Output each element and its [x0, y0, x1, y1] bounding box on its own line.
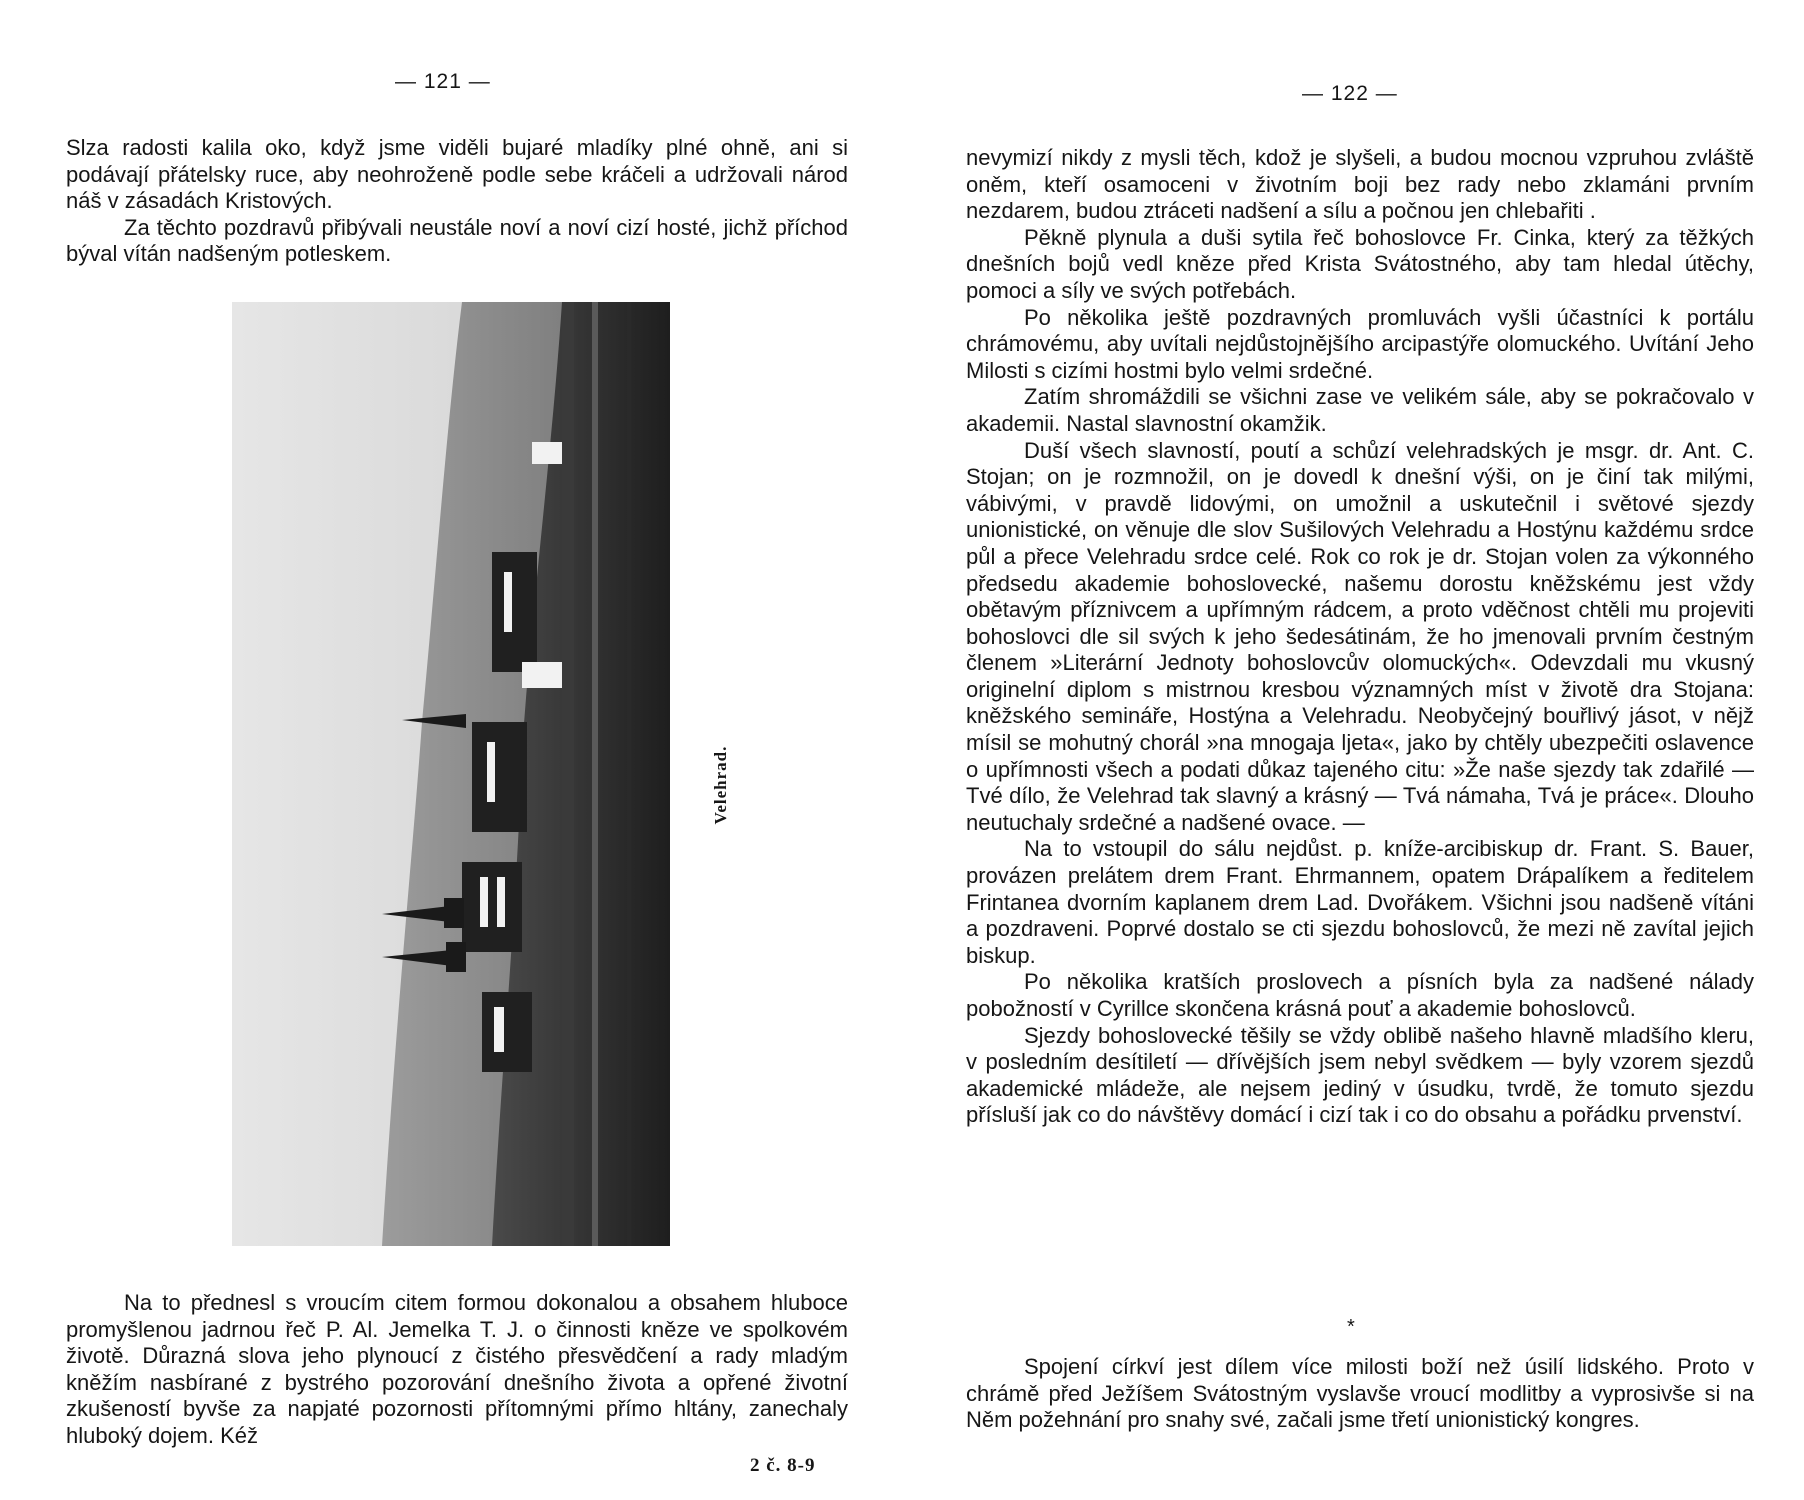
section-separator: * [1347, 1316, 1355, 1338]
paragraph: Pěkně plynula a duši sytila řeč bohoslovce Fr. Cinka, který za těžkých dnešních bojů vedl kněze před Krista Svátostného, aby tam hledal útěchy, pomoci a síly ve svých potřebách. [966, 224, 1754, 303]
paragraph: Sjezdy bohoslovecké těšily se vždy oblibě našeho hlavně mladšího kleru, v posledním desítiletí — dřívějších jsem nebyl svědkem — byly vzorem sjezdů akademické mládeže, ale nejsem jediný v úsudku, tvrdě, že tomuto sjezdu přísluší jak co do návštěvy domácí i cizí tak i co do obsahu a pořádku prvenství. [966, 1022, 1754, 1128]
paragraph: Na to vstoupil do sálu nejdůst. p. kníže-arcibiskup dr. Frant. S. Bauer, provázen prelátem drem Frant. Ehrmannem, opatem Drápalíkem a ředitelem Frintanea dvorním kaplanem drem Lad. Dvořákem. Všichni jsou nadšeně vítáni a pozdraveni. Poprvé dostalo se cti sjezdu bohoslovců, že mezi ně zavítal jejich biskup. [966, 836, 1754, 968]
paragraph: Po několika ještě pozdravných promluvách vyšli účastníci k portálu chrámovému, aby uvítali nejdůstojnějšího arcipastýře olomuckého. Uvítání Jeho Milosti s cizími hostmi bylo velmi srdečné. [966, 304, 1754, 383]
right-main-text [966, 145, 1754, 1129]
paragraph: Slza radosti kalila oko, když jsme viděli bujaré mladíky plné ohně, ani si podávají přátelsky ruce, aby neohroženě podle sebe kráčeli a udržovali národ náš v zásadách Kristových. [66, 135, 848, 214]
paragraph: Zatím shromáždili se všichni zase ve velikém sále, aby se pokračovalo v akademii. Nastal slavnostní okamžik. [966, 384, 1754, 436]
left-top-text [66, 135, 848, 268]
paragraph: Na to přednesl s vroucím citem formou dokonalou a obsahem hluboce promyšlenou jadrnou řeč P. Al. Jemelka T. J. o činnosti kněze ve spolkovém životě. Důrazná slova jeho plynoucí z čistého přesvědčení a rady mladým kněžím nasbírané z bystrého pozorování dnešního života a opřené životní zkušeností byvše za napjaté pozornosti přítomnými přímo hltány, zanechaly hluboký dojem. Kéž [66, 1290, 848, 1448]
printer-signature-mark: 2 č. 8-9 [750, 1455, 816, 1476]
paragraph: nevymizí nikdy z mysli těch, kdož je slyšeli, a budou mocnou vzpruhou zvláště oněm, kteří osamoceni v životním boji bez rady nebo zklamáni prvním nezdarem, budou ztráceti nadšení a sílu a počnou jen chlebařiti . [966, 145, 1754, 224]
paragraph: Spojení církví jest dílem více milosti boží než úsilí lidského. Proto v chrámě před Ježíšem Svátostným vyslavše vroucí modlitby a vyprosivše si na Něm požehnání pro snahy své, začali jsme třetí unionistický kongres. [966, 1354, 1754, 1433]
paragraph: Duší všech slavností, poutí a schůzí velehradských je msgr. dr. Ant. C. Stojan; on je rozmnožil, on je dovedl k dnešní výši, on je činí tak milými, vábivými, v pravdě lidovými, on umožnil a uskutečnil i světové sjezdy unionistické, on věnuje dle slov Sušilových Velehradu a Hostýnu každému srdce půl a přece Velehradu srdce celé. Rok co rok je dr. Stojan volen za výkonného předsedu akademie bohoslovecké, našemu dorostu kněžskému jest vždy obětavým příznivcem a upřímným rádcem, a proto vděčnost chtěli mu projeviti bohoslovci dle sil svých k jeho šedesátinám, že ho jmenovali prvním čestným členem »Literární Jednoty bohoslovcův olomuckých«. Odevzdali mu vkusný originelní diplom s mistrnou kresbou významných míst v životě dra Stojana: kněžského semináře, Hostýna a Velehradu. Neobyčejný bouřlivý jásot, v nějž mísil se mohutný chorál »na mnogaja ljeta«, jako by chtěly ubezpečiti oslavence o upřímnosti všech a podati důkaz tajeného citu: »Že naše sjezdy tak zdařilé — Tvé dílo, že Velehrad tak slavný a krásný — Tvá námaha, Tvá je práce«. Dlouho neutuchaly srdečné a nadšené ovace. — [966, 437, 1754, 835]
paragraph: Po několika kratších proslovech a písních byla za nadšené nálady pobožností v Cyrillce skončena krásná pouť a akademie bohoslovců. [966, 969, 1754, 1021]
paragraph: Za těchto pozdravů přibývali neustále noví a noví cizí hosté, jichž příchod býval vítán nadšeným potleskem. [66, 214, 848, 267]
right-page [900, 0, 1804, 1500]
velehrad-photo [232, 302, 670, 1246]
photo-caption: Velehrad. [711, 745, 730, 825]
page-number-left: — 121 — [395, 70, 491, 93]
left-bottom-text [66, 1290, 848, 1450]
page-number-right: — 122 — [1302, 82, 1398, 105]
right-closing-text [966, 1354, 1754, 1434]
left-page [0, 0, 900, 1500]
